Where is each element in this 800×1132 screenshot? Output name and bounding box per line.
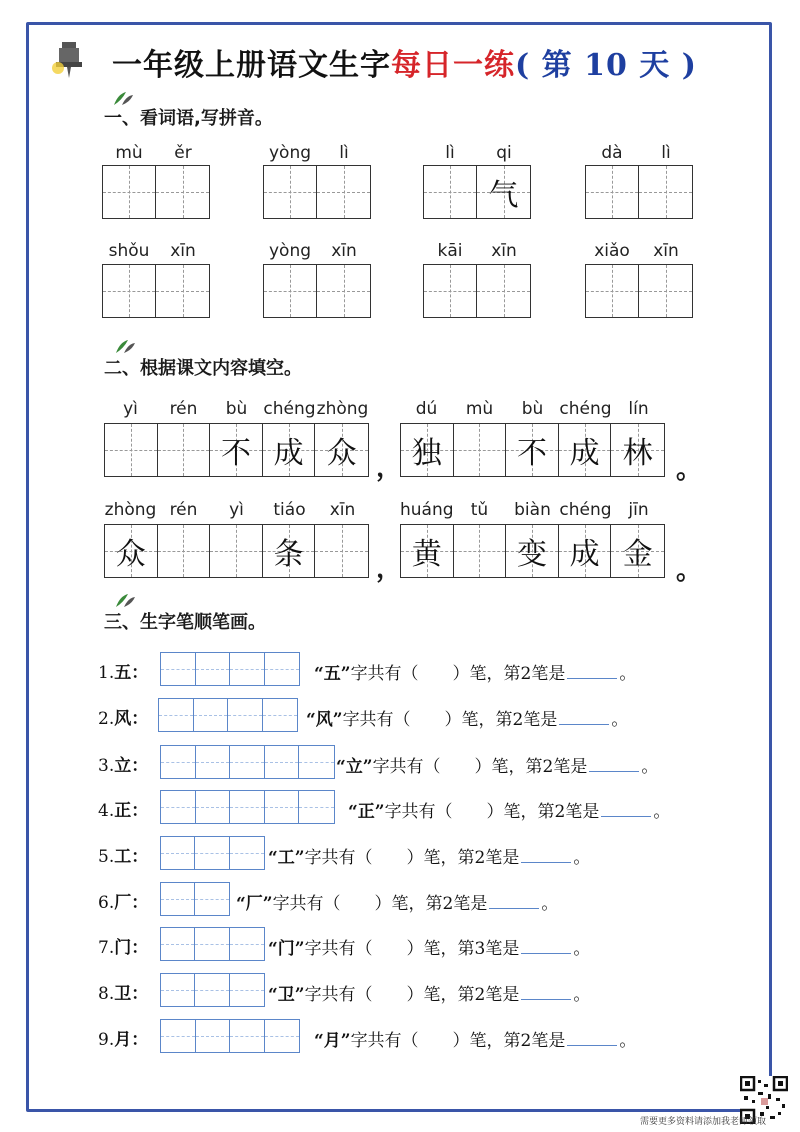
pinyin-text: rén [169, 500, 198, 520]
pinyin-text: yì [123, 399, 138, 419]
stroke-cell[interactable] [196, 1020, 231, 1052]
question-label [98, 979, 148, 1004]
colon-mark: ： [131, 663, 149, 683]
answer-blank[interactable] [601, 802, 651, 817]
end-mark: 。 [619, 1031, 637, 1051]
question-number: 8. [98, 984, 115, 1004]
writing-cell[interactable] [559, 525, 612, 577]
stroke-cell[interactable] [230, 791, 265, 823]
stroke-cell[interactable] [161, 653, 196, 685]
pinyin-text: kāi [437, 241, 463, 261]
end-mark: 。 [653, 802, 671, 822]
writing-cell[interactable] [315, 525, 368, 577]
quoted-char: “五” [314, 664, 351, 684]
writing-cell[interactable] [158, 525, 211, 577]
count-text: 字共有（ ）笔，第2笔是 [342, 710, 558, 730]
pinyin-row [102, 143, 210, 165]
writing-cell[interactable] [317, 166, 370, 218]
title-row [0, 38, 800, 88]
cell-char: 黄 [411, 537, 442, 572]
stroke-order-grid[interactable] [160, 652, 300, 686]
pinyin-text: chéng [559, 500, 612, 520]
stroke-order-grid[interactable] [160, 973, 265, 1007]
writing-cell[interactable] [263, 525, 316, 577]
answer-blank[interactable] [489, 894, 539, 909]
count-text: 字共有（ ）笔，第2笔是 [350, 1031, 566, 1051]
pinyin-text: shǒu [108, 241, 150, 261]
stroke-cell[interactable] [228, 699, 263, 731]
stroke-cell[interactable] [195, 837, 229, 869]
tianzige-grid [400, 423, 665, 477]
question-number: 7. [98, 938, 115, 958]
count-text: 字共有（ ）笔，第2笔是 [304, 848, 520, 868]
pinyin-text: tiáo [273, 500, 306, 520]
stroke-cell[interactable] [230, 928, 264, 960]
answer-blank[interactable] [559, 710, 609, 725]
writing-cell[interactable] [103, 265, 156, 317]
cell-char: 不 [516, 436, 547, 471]
pinyin-text: xīn [491, 241, 517, 261]
stroke-cell[interactable] [196, 791, 231, 823]
quoted-char: “风” [306, 710, 343, 730]
tianzige-grid [263, 264, 371, 318]
comma-mark: ， [376, 554, 403, 584]
quoted-char: “正” [348, 802, 385, 822]
stroke-cell[interactable] [263, 699, 297, 731]
writing-cell[interactable] [424, 166, 477, 218]
writing-cell[interactable] [156, 265, 209, 317]
stroke-cell[interactable] [195, 883, 229, 915]
stroke-order-grid[interactable] [160, 882, 230, 916]
stroke-cell[interactable] [195, 974, 229, 1006]
stroke-order-grid[interactable] [160, 836, 265, 870]
colon-mark: ： [131, 709, 149, 729]
end-mark: 。 [611, 710, 629, 730]
stroke-question-row [98, 790, 718, 826]
pinyin-text: lín [628, 399, 649, 419]
answer-blank[interactable] [521, 848, 571, 863]
stroke-cell[interactable] [161, 974, 195, 1006]
stroke-order-grid[interactable] [160, 1019, 300, 1053]
count-text: 字共有（ ）笔，第2笔是 [304, 985, 520, 1005]
writing-cell[interactable] [611, 424, 664, 476]
question-text [306, 705, 628, 730]
pinyin-row [263, 143, 371, 165]
writing-cell[interactable] [105, 424, 158, 476]
question-char: 立 [114, 756, 132, 776]
pinyin-text: lì [445, 143, 455, 163]
question-number: 4. [98, 801, 115, 821]
question-number: 6. [98, 893, 115, 913]
writing-cell[interactable] [506, 424, 559, 476]
stroke-question-row [98, 652, 718, 688]
colon-mark: ： [131, 1030, 149, 1050]
stroke-cell[interactable] [196, 653, 231, 685]
section1-heading: 一、看词语,写拼音。 [104, 108, 273, 129]
stroke-cell[interactable] [230, 653, 265, 685]
footer-note: 需要更多资料请添加我老师领取 [639, 1117, 766, 1127]
pinyin-text: dú [415, 399, 438, 419]
pinyin-text: zhòng [316, 399, 369, 419]
end-mark: 。 [573, 985, 591, 1005]
writing-cell[interactable] [156, 166, 209, 218]
quoted-char: “卫” [268, 985, 305, 1005]
colon-mark: ： [131, 893, 149, 913]
stroke-cell[interactable] [196, 746, 231, 778]
writing-cell[interactable] [210, 525, 263, 577]
writing-cell[interactable] [477, 265, 530, 317]
pinyin-text: biàn [514, 500, 551, 520]
question-text [268, 934, 590, 959]
stroke-cell[interactable] [265, 791, 300, 823]
question-text [348, 797, 670, 822]
stroke-cell[interactable] [161, 837, 195, 869]
writing-cell[interactable] [454, 424, 507, 476]
writing-cell[interactable] [158, 424, 211, 476]
question-label [98, 751, 148, 776]
quoted-char: “月” [314, 1031, 351, 1051]
cell-char: 不 [220, 436, 251, 471]
answer-blank[interactable] [589, 757, 639, 772]
quoted-char: “立” [336, 757, 373, 777]
stroke-cell[interactable] [161, 791, 196, 823]
stroke-question-row [98, 745, 718, 781]
tianzige-grid [104, 524, 369, 578]
pinyin-text: lì [339, 143, 349, 163]
cell-char: 林 [622, 436, 653, 471]
writing-cell[interactable] [401, 424, 454, 476]
tianzige-grid [104, 423, 369, 477]
writing-cell[interactable] [506, 525, 559, 577]
writing-cell[interactable] [401, 525, 454, 577]
page-title: 一年级上册语文生字每日一练( 第 10 天 ) [112, 48, 697, 83]
pinyin-row [400, 399, 665, 421]
end-mark: 。 [573, 848, 591, 868]
question-char: 门 [114, 938, 132, 958]
section2-heading: 二、根据课文内容填空。 [104, 358, 302, 379]
stroke-cell[interactable] [265, 1020, 299, 1052]
pinyin-row [585, 143, 693, 165]
comma-mark: ， [376, 453, 403, 483]
writing-cell[interactable] [586, 166, 639, 218]
answer-blank[interactable] [521, 985, 571, 1000]
cell-char: 独 [411, 436, 442, 471]
question-label [98, 842, 148, 867]
stroke-question-row [98, 1019, 718, 1055]
question-char: 风 [114, 709, 132, 729]
question-text [336, 752, 658, 777]
end-mark: 。 [541, 894, 559, 914]
question-label [98, 1025, 148, 1050]
stroke-question-row [98, 698, 718, 734]
writing-cell[interactable] [264, 265, 317, 317]
question-label [98, 888, 148, 913]
question-char: 五 [114, 663, 132, 683]
pinyin-row [423, 241, 531, 263]
stroke-cell[interactable] [194, 699, 229, 731]
tianzige-grid [585, 165, 693, 219]
stroke-cell[interactable] [161, 746, 196, 778]
answer-blank[interactable] [567, 1031, 617, 1046]
stroke-order-grid[interactable] [160, 927, 265, 961]
pinyin-text: tǔ [470, 500, 489, 520]
stroke-cell[interactable] [230, 1020, 265, 1052]
section3-heading: 三、生字笔顺笔画。 [104, 612, 266, 633]
pinyin-text: mù [465, 399, 494, 419]
pinyin-text: chéng [263, 399, 316, 419]
writing-cell[interactable] [639, 265, 692, 317]
cell-char: 成 [569, 436, 600, 471]
cell-char: 气 [488, 178, 519, 213]
stroke-question-row [98, 882, 718, 918]
cell-char: 众 [326, 436, 357, 471]
pushpin-icon [48, 40, 84, 80]
colon-mark: ： [131, 984, 149, 1004]
stroke-cell[interactable] [230, 837, 264, 869]
stroke-cell[interactable] [230, 974, 264, 1006]
tianzige-grid [585, 264, 693, 318]
pinyin-text: bù [521, 399, 544, 419]
stroke-cell[interactable] [161, 883, 195, 915]
stroke-cell[interactable] [161, 928, 195, 960]
stroke-cell[interactable] [195, 928, 229, 960]
stroke-cell[interactable] [161, 1020, 196, 1052]
question-label [98, 796, 148, 821]
question-number: 1. [98, 663, 115, 683]
question-label [98, 933, 148, 958]
pinyin-text: mù [115, 143, 143, 163]
stroke-cell[interactable] [299, 746, 334, 778]
pinyin-row [585, 241, 693, 263]
stroke-question-row [98, 973, 718, 1009]
cell-char: 变 [516, 537, 547, 572]
stroke-question-row [98, 927, 718, 963]
stroke-order-grid[interactable] [158, 698, 298, 732]
count-text: 字共有（ ）笔，第2笔是 [272, 894, 488, 914]
writing-cell[interactable] [105, 525, 158, 577]
writing-cell[interactable] [103, 166, 156, 218]
pinyin-text: xīn [170, 241, 196, 261]
tianzige-grid [423, 264, 531, 318]
pinyin-text: ěr [174, 143, 192, 163]
pinyin-text: qi [496, 143, 512, 163]
cell-char: 成 [273, 436, 304, 471]
pinyin-row [104, 399, 369, 421]
cell-char: 条 [273, 537, 304, 572]
writing-cell[interactable] [424, 265, 477, 317]
pinyin-text: bù [225, 399, 248, 419]
question-text [314, 1026, 636, 1051]
end-mark: 。 [641, 757, 659, 777]
pinyin-text: xīn [653, 241, 679, 261]
question-text [268, 980, 590, 1005]
stroke-cell[interactable] [265, 653, 299, 685]
stroke-cell[interactable] [230, 746, 265, 778]
stroke-cell[interactable] [265, 746, 300, 778]
stroke-order-grid[interactable] [160, 745, 335, 779]
pinyin-text: huáng [400, 500, 454, 520]
question-label [98, 658, 148, 683]
pinyin-text: zhòng [104, 500, 157, 520]
question-text [236, 889, 558, 914]
pinyin-text: xīn [331, 241, 357, 261]
pinyin-text: xiǎo [594, 241, 630, 261]
writing-cell[interactable] [477, 166, 530, 218]
leaf-icon [114, 592, 136, 608]
question-char: 卫 [114, 984, 132, 1004]
answer-blank[interactable] [567, 664, 617, 679]
pinyin-text: lì [661, 143, 671, 163]
count-text: 字共有（ ）笔，第2笔是 [372, 757, 588, 777]
cell-char: 成 [569, 537, 600, 572]
tianzige-grid [423, 165, 531, 219]
writing-cell[interactable] [315, 424, 368, 476]
pinyin-row [400, 500, 665, 522]
question-text [314, 659, 636, 684]
tianzige-grid [102, 165, 210, 219]
tianzige-grid [263, 165, 371, 219]
writing-cell[interactable] [210, 424, 263, 476]
pinyin-text: jīn [628, 500, 649, 520]
pinyin-text: dà [601, 143, 623, 163]
pinyin-text: chéng [559, 399, 612, 419]
cell-char: 金 [622, 537, 653, 572]
question-char: 正 [114, 801, 132, 821]
question-label [98, 704, 148, 729]
end-mark: 。 [619, 664, 637, 684]
pinyin-row [102, 241, 210, 263]
quoted-char: “厂” [236, 894, 273, 914]
colon-mark: ： [131, 801, 149, 821]
colon-mark: ： [131, 756, 149, 776]
colon-mark: ： [131, 938, 149, 958]
period-mark: 。 [676, 455, 703, 485]
quoted-char: “门” [268, 939, 305, 959]
stroke-cell[interactable] [299, 791, 334, 823]
pinyin-text: yòng [268, 241, 312, 261]
tianzige-grid [400, 524, 665, 578]
colon-mark: ： [131, 847, 149, 867]
question-char: 工 [114, 847, 132, 867]
writing-cell[interactable] [264, 166, 317, 218]
pinyin-row [263, 241, 371, 263]
pinyin-text: yì [229, 500, 244, 520]
writing-cell[interactable] [639, 166, 692, 218]
pinyin-text: rén [169, 399, 198, 419]
question-number: 9. [98, 1030, 115, 1050]
count-text: 字共有（ ）笔，第3笔是 [304, 939, 520, 959]
end-mark: 。 [573, 939, 591, 959]
writing-cell[interactable] [559, 424, 612, 476]
question-char: 月 [114, 1030, 132, 1050]
writing-cell[interactable] [611, 525, 664, 577]
pinyin-row [423, 143, 531, 165]
answer-blank[interactable] [521, 939, 571, 954]
count-text: 字共有（ ）笔，第2笔是 [384, 802, 600, 822]
question-number: 2. [98, 709, 115, 729]
writing-cell[interactable] [263, 424, 316, 476]
question-text [268, 843, 590, 868]
stroke-question-row [98, 836, 718, 872]
question-char: 厂 [114, 893, 132, 913]
writing-cell[interactable] [317, 265, 370, 317]
count-text: 字共有（ ）笔，第2笔是 [350, 664, 566, 684]
pinyin-row [104, 500, 369, 522]
writing-cell[interactable] [454, 525, 507, 577]
quoted-char: “工” [268, 848, 305, 868]
question-number: 3. [98, 756, 115, 776]
stroke-order-grid[interactable] [160, 790, 335, 824]
stroke-cell[interactable] [159, 699, 194, 731]
leaf-icon [114, 338, 136, 354]
tianzige-grid [102, 264, 210, 318]
pinyin-text: xīn [329, 500, 356, 520]
question-number: 5. [98, 847, 115, 867]
writing-cell[interactable] [586, 265, 639, 317]
cell-char: 众 [115, 537, 146, 572]
period-mark: 。 [676, 556, 703, 586]
pinyin-text: yòng [268, 143, 312, 163]
